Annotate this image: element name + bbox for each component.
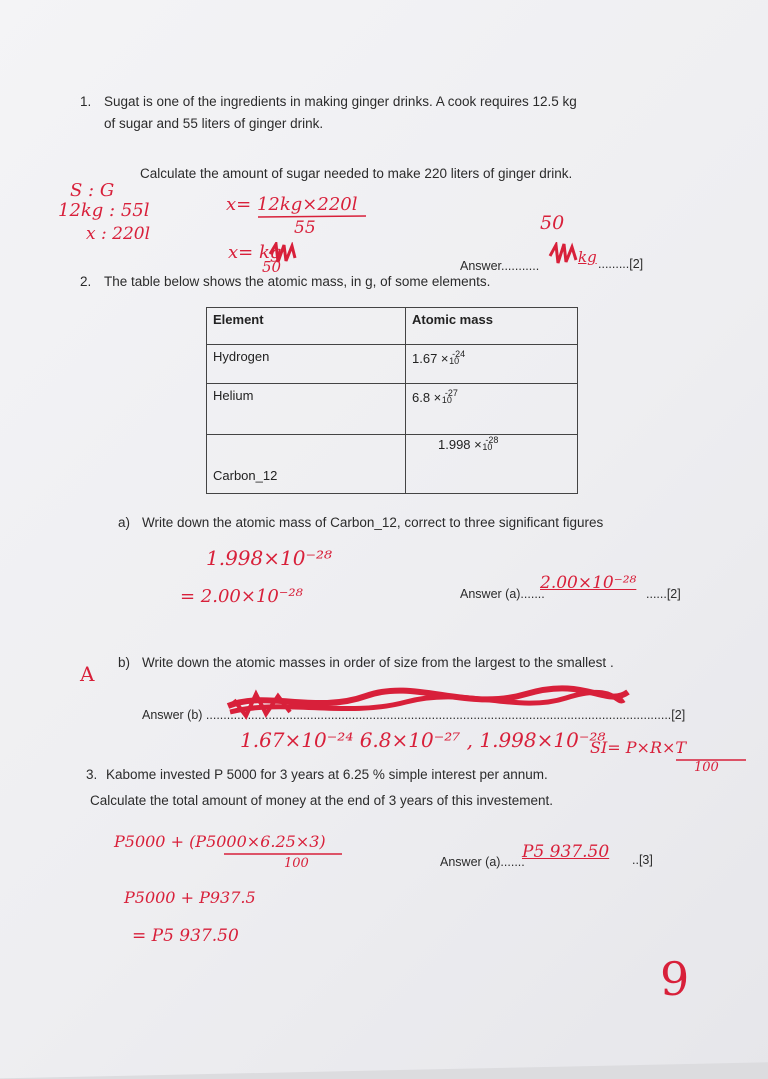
q1-ratio-bot: x : 220l: [86, 224, 151, 244]
q2-number: 2.: [80, 274, 92, 289]
table-row: [207, 435, 578, 494]
total-score: 9: [660, 952, 690, 1006]
q3-text-line2: Calculate the total amount of money at the end of 3 years of this investement.: [90, 793, 554, 808]
q1-text-line1: Sugat is one of the ingredients in making ginger drinks. A cook requires 12.5 kg: [104, 94, 577, 109]
table-header-element: Element: [207, 308, 406, 345]
q2b-text: Write down the atomic masses in order of size from the largest to the smallest .: [142, 655, 614, 670]
q3-si-denominator: 100: [694, 760, 719, 775]
q2a-answer-value: 2.00×10⁻²⁸: [540, 573, 637, 593]
q2a-text: Write down the atomic mass of Carbon_12, correct to three significant figures: [142, 515, 604, 530]
q1-number: 1.: [80, 94, 92, 109]
q2a-answer-label: Answer (a).......: [460, 587, 545, 601]
q3-number: 3.: [86, 767, 98, 782]
q3-working-denominator: 100: [284, 856, 309, 871]
q2b-cross-mark: A: [80, 662, 95, 686]
q1-answer-label: Answer...........: [460, 259, 540, 273]
q2a-answer-marks: ......[2]: [646, 587, 681, 601]
table-cell-mass: 6.8 × $^{-27}$10: [406, 384, 578, 435]
q1-answer-scribble: [548, 242, 578, 266]
table-cell-element: Hydrogen: [207, 345, 406, 384]
q2b-scribble-crossout: [226, 684, 631, 720]
q3-text-line1: Kabome invested P 5000 for 3 years at 6.25 % simple interest per annum.: [106, 767, 548, 782]
q1-text-line2: of sugar and 55 liters of ginger drink.: [104, 116, 324, 131]
table-cell-mass: 1.67 × $^{-24}$10: [406, 345, 578, 384]
q1-ratio-top: S : G: [70, 180, 115, 201]
q1-ratio-mid: 12kg : 55l: [58, 200, 150, 221]
q1-answer-value: 50: [540, 212, 565, 234]
q1-formula-numerator: x= 12kg×220l: [226, 194, 358, 215]
table-row: [207, 345, 578, 384]
q1-answer-unit: kg: [578, 248, 597, 266]
q2b-answer-label: Answer (b) ......................................................................................................................................[2]: [142, 708, 686, 722]
q3-answer-label: Answer (a).......: [440, 855, 525, 869]
q2b-label: b): [118, 655, 131, 670]
q3-working-1: P5000 + (P5000×6.25×3): [114, 832, 326, 851]
table-row: [207, 384, 578, 435]
q3-working-2: P5000 + P937.5: [124, 888, 256, 907]
q1-fifty: 50: [262, 258, 282, 276]
atomic-mass-table: [206, 307, 578, 494]
q2a-working-1: 1.998×10⁻²⁸: [206, 546, 333, 570]
table-cell-element: Helium: [207, 384, 406, 435]
q2a-label: a): [118, 515, 131, 530]
q1-answer-marks: .........[2]: [598, 257, 644, 271]
q2b-answer-value: 1.67×10⁻²⁴ 6.8×10⁻²⁷ , 1.998×10⁻²⁸: [240, 728, 606, 752]
q1-prompt: Calculate the amount of sugar needed to make 220 liters of ginger drink.: [140, 166, 573, 181]
q3-working-3: = P5 937.50: [132, 926, 239, 946]
table-cell-mass: 1.998 × $^{-28}$10: [406, 435, 578, 494]
q2a-working-2: = 2.00×10⁻²⁸: [180, 586, 303, 607]
q2-text: The table below shows the atomic mass, in g, of some elements.: [104, 274, 491, 289]
q3-answer-marks: ..[3]: [632, 853, 653, 867]
q1-formula-denominator: 55: [294, 218, 316, 238]
q1-result: x= kg: [228, 242, 282, 263]
table-cell-element: Carbon_12: [207, 435, 406, 494]
table-header-atomic-mass: Atomic mass: [406, 308, 578, 345]
q3-si-formula: SI= P×R×T: [590, 738, 687, 757]
q3-answer-value: P5 937.50: [522, 842, 610, 862]
